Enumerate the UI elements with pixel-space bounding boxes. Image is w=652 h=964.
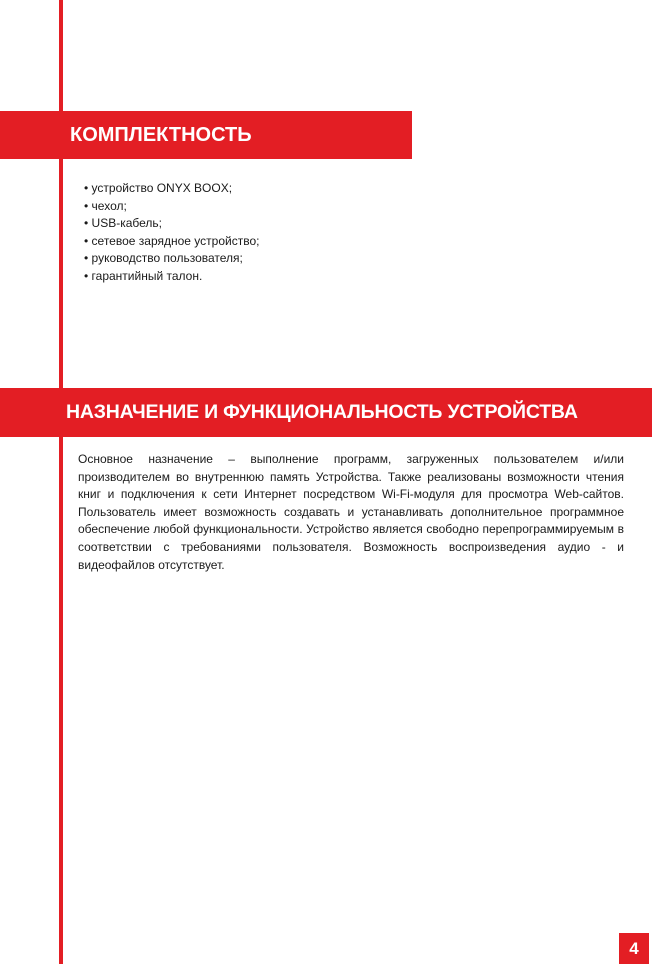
list-item: • USB-кабель; (84, 215, 259, 233)
purpose-paragraph: Основное назначение – выполнение программ, загруженных пользователем и/или производителем во внутреннюю память Устройства. Также реализованы возможности чтения книг и подключения к сети Интернет посредством Wi-Fi-модуля для просмотра Web-сайтов. Пользователь имеет возможность создавать и устанавливать дополнительное программное обеспечение любой функциональности. Устройство является свободно перепрограммируемым в соответствии с требованиями пользователя. Возможность воспроизведения аудио - и видеофайлов отсутствует. (78, 452, 624, 572)
list-item: • руководство пользователя; (84, 250, 259, 268)
contents-list (84, 180, 259, 286)
list-item: • устройство ONYX BOOX; (84, 180, 259, 198)
section-heading-contents (0, 111, 412, 159)
page-number-badge (619, 933, 649, 964)
list-item: • гарантийный талон. (84, 268, 259, 286)
page-number: 4 (629, 938, 639, 958)
section-heading-purpose (0, 388, 652, 437)
list-item: • сетевое зарядное устройство; (84, 233, 259, 251)
list-item: • чехол; (84, 198, 259, 216)
section-heading-text: НАЗНАЧЕНИЕ И ФУНКЦИОНАЛЬНОСТЬ УСТРОЙСТВА (66, 401, 578, 423)
section-heading-text: КОМПЛЕКТНОСТЬ (70, 123, 252, 146)
